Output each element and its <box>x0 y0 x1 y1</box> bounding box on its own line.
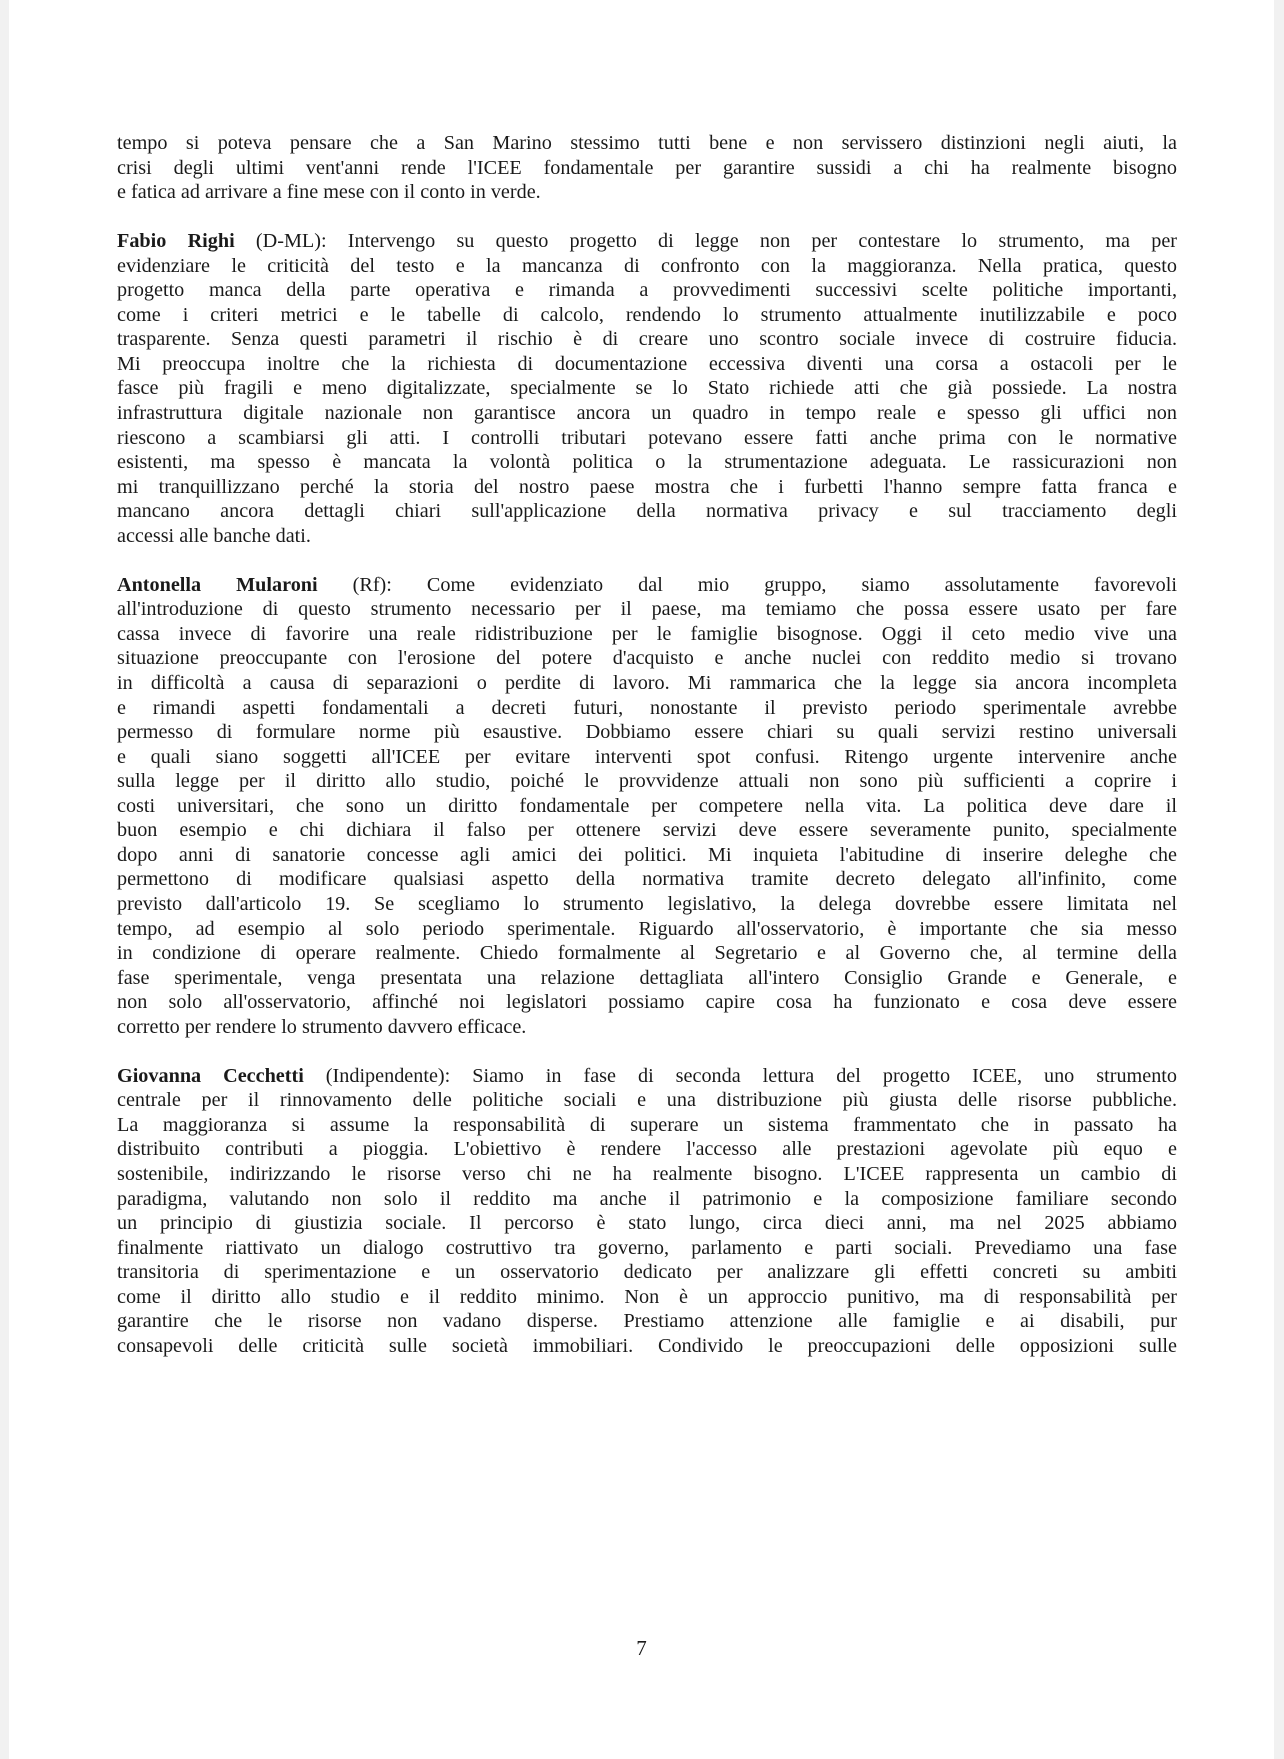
text-line: cassa invece di favorire una reale ridistribuzione per le famiglie bisognose. Oggi il ceto medio vive una <box>117 622 1177 645</box>
text-line <box>117 229 1177 254</box>
speaker-name: Giovanna Cecchetti <box>117 1064 304 1087</box>
text-line: corretto per rendere lo strumento davvero efficace. <box>117 1015 527 1038</box>
document-page <box>9 0 1274 1759</box>
text-line: un principio di giustizia sociale. Il percorso è stato lungo, circa dieci anni, ma nel 2025 abbiamo <box>117 1212 1177 1235</box>
text-line: all'introduzione di questo strumento necessario per il paese, ma temiamo che possa essere usato per fare <box>117 598 1177 621</box>
text-line: tempo, ad esempio al solo periodo sperimentale. Riguardo all'osservatorio, è importante che sia messo <box>117 917 1177 940</box>
text-line: in condizione di operare realmente. Chiedo formalmente al Segretario e al Governo che, al termine della <box>117 942 1177 965</box>
text-line: in difficoltà a causa di separazioni o perdite di lavoro. Mi rammarica che la legge sia ancora incompleta <box>117 672 1177 695</box>
paragraph-fabio-righi <box>117 229 1177 548</box>
text-line: situazione preoccupante con l'erosione del potere d'acquisto e anche nuclei con reddito medio si trovano <box>117 647 1177 670</box>
text-line: finalmente riattivato un dialogo costruttivo tra governo, parlamento e parti sociali. Prevediamo una fase <box>117 1236 1177 1259</box>
text-line: sostenibile, indirizzando le risorse verso chi ne ha realmente bisogno. L'ICEE rappresenta un cambio di <box>117 1162 1177 1185</box>
text-line: costi universitari, che sono un diritto fondamentale per competere nella vita. La politica deve dare il <box>117 794 1177 817</box>
text-line: consapevoli delle criticità sulle società immobiliari. Condivido le preoccupazioni delle opposizioni sulle <box>117 1334 1177 1357</box>
text-line: transitoria di sperimentazione e un osservatorio dedicato per analizzare gli effetti concreti su ambiti <box>117 1261 1177 1284</box>
text-line: esistenti, ma spesso è mancata la volontà politica o la strumentazione adeguata. Le rassicurazioni non <box>117 451 1177 474</box>
page-body <box>117 131 1177 1383</box>
speaker-name: Fabio Righi <box>117 230 235 253</box>
text-line: permesso di formulare norme più esaustive. Dobbiamo essere chiari su quali servizi restino universali <box>117 721 1177 744</box>
text-line: riescono a scambiarsi gli atti. I controlli tributari potevano essere fatti anche prima con le normative <box>117 426 1177 449</box>
text-line: buon esempio e chi dichiara il falso per ottenere servizi deve essere severamente punito, specialmente <box>117 819 1177 842</box>
text-line: tempo si poteva pensare che a San Marino stessimo tutti bene e non servissero distinzioni negli aiuti, la <box>117 132 1177 154</box>
speaker-party: (D-ML): <box>234 230 348 253</box>
text-line: mancano ancora dettagli chiari sull'applicazione della normativa privacy e sul tracciamento degli <box>117 500 1177 523</box>
text-line: come i criteri metrici e le tabelle di calcolo, rendendo lo strumento attualmente inutilizzabile e poco <box>117 303 1177 326</box>
text-line: fasce più fragili e meno digitalizzate, specialmente se lo Stato richiede atti che già possiede. La nostra <box>117 377 1177 400</box>
text-line: come il diritto allo studio e il reddito minimo. Non è un approccio punitivo, ma di responsabilità per <box>117 1285 1177 1308</box>
text-line: accessi alle banche dati. <box>117 524 311 547</box>
speaker-party: (Rf): <box>317 573 427 596</box>
text-line: dopo anni di sanatorie concesse agli amici dei politici. Mi inquieta l'abitudine di inserire deleghe che <box>117 843 1177 866</box>
text-line: progetto manca della parte operativa e rimanda a provvedimenti successivi scelte politiche importanti, <box>117 279 1177 302</box>
page-number: 7 <box>636 1636 647 1660</box>
text-line: trasparente. Senza questi parametri il rischio è di creare uno scontro sociale invece di costruire fiducia. <box>117 328 1177 351</box>
text-line: infrastruttura digitale nazionale non garantisce ancora un quadro in tempo reale e spesso gli uffici non <box>117 402 1177 425</box>
text-line: distribuito contributi a pioggia. L'obiettivo è rendere l'accesso alle prestazioni agevolate più equo e <box>117 1138 1177 1161</box>
text-line: e rimandi aspetti fondamentali a decreti futuri, nonostante il previsto periodo sperimentale avrebbe <box>117 696 1177 719</box>
text-line: paradigma, valutando non solo il reddito ma anche il patrimonio e la composizione familiare secondo <box>117 1187 1177 1210</box>
text-line: La maggioranza si assume la responsabilità di superare un sistema frammentato che in passato ha <box>117 1113 1177 1136</box>
text-line: sulla legge per il diritto allo studio, poiché le provvidenze attuali non sono più sufficienti a coprire i <box>117 770 1177 793</box>
paragraph-giovanna-cecchetti <box>117 1064 1177 1359</box>
text-line <box>117 1064 1177 1089</box>
text-line: mi tranquillizzano perché la storia del nostro paese mostra che i furbetti l'hanno sempre fatta franca e <box>117 475 1177 498</box>
text-line: garantire che le risorse non vadano disperse. Prestiamo attenzione alle famiglie e ai disabili, pur <box>117 1310 1177 1333</box>
speaker-party: (Indipendente): <box>303 1064 473 1087</box>
text-line: centrale per il rinnovamento delle politiche sociali e una distribuzione più giusta delle risorse pubbliche. <box>117 1089 1177 1112</box>
text-line: permettono di modificare qualsiasi aspetto della normativa tramite decreto delegato all'infinito, come <box>117 868 1177 891</box>
text-line: e quali siano soggetti all'ICEE per evitare interventi spot confusi. Ritengo urgente intervenire anche <box>117 745 1177 768</box>
speaker-name: Antonella Mularoni <box>117 573 318 596</box>
line-text: Siamo in fase di seconda lettura del progetto ICEE, uno strumento <box>472 1064 1177 1087</box>
text-line: crisi degli ultimi vent'anni rende l'ICEE fondamentale per garantire sussidi a chi ha realmente bisogno <box>117 156 1177 179</box>
line-text: Intervengo su questo progetto di legge non per contestare lo strumento, ma per <box>347 230 1177 253</box>
text-line: non solo all'osservatorio, affinché noi legislatori possiamo capire cosa ha funzionato e cosa deve essere <box>117 991 1177 1014</box>
paragraph-antonella-mularoni <box>117 573 1177 1039</box>
text-line: e fatica ad arrivare a fine mese con il conto in verde. <box>117 181 541 204</box>
text-line: fase sperimentale, venga presentata una relazione dettagliata all'intero Consiglio Grande e Generale, e <box>117 966 1177 989</box>
text-line: Mi preoccupa inoltre che la richiesta di documentazione eccessiva diventi una corsa a ostacoli per le <box>117 352 1177 375</box>
text-line <box>117 573 1177 598</box>
text-line: evidenziare le criticità del testo e la mancanza di confronto con la maggioranza. Nella pratica, questo <box>117 254 1177 277</box>
line-text: Come evidenziato dal mio gruppo, siamo assolutamente favorevoli <box>426 573 1177 596</box>
text-line: previsto dall'articolo 19. Se scegliamo lo strumento legislativo, la delega dovrebbe essere limitata nel <box>117 892 1177 915</box>
paragraph-continuation <box>117 131 1177 205</box>
